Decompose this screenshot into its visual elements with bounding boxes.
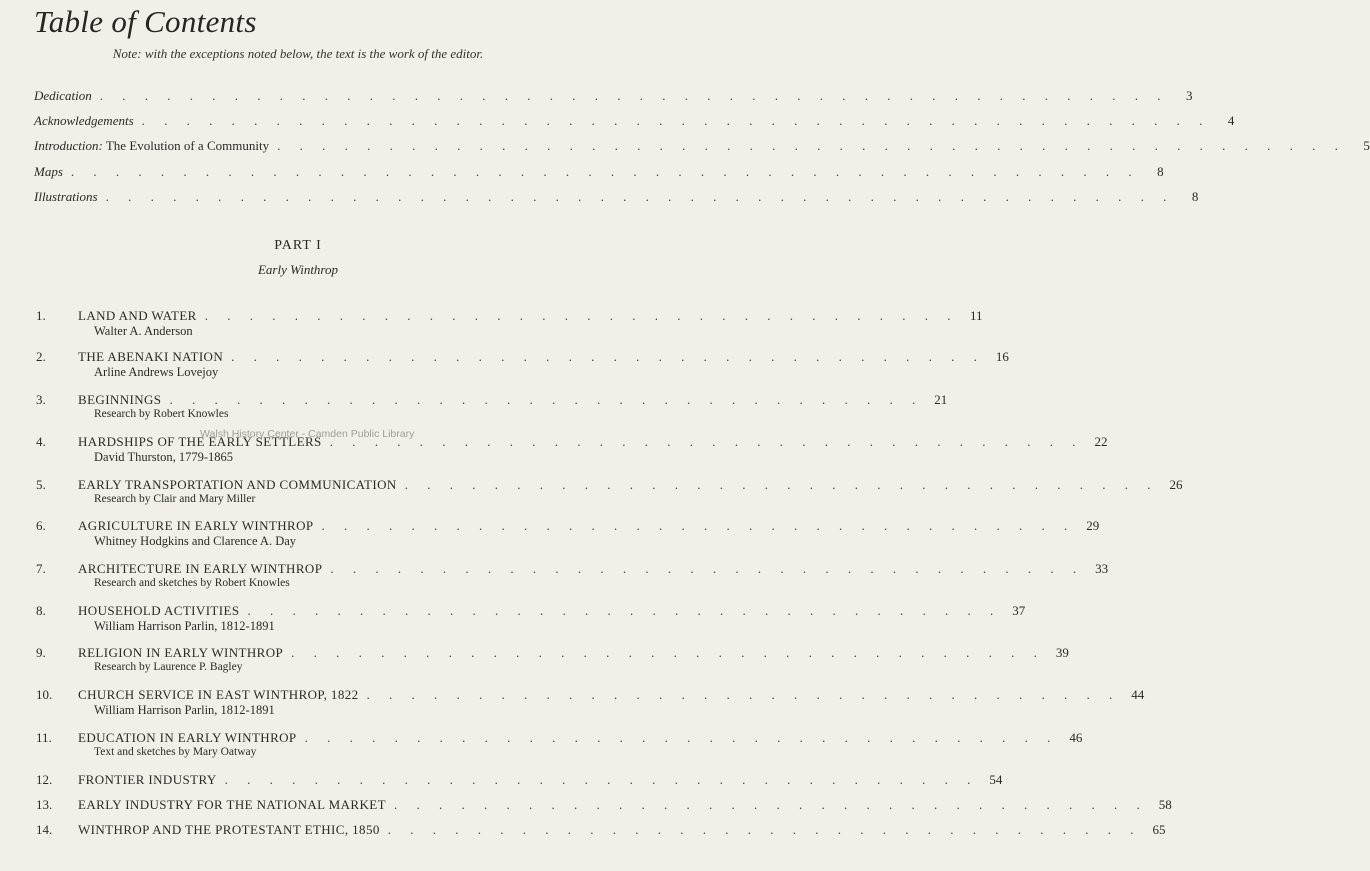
chapter-number: 8. (36, 603, 46, 618)
chapter-number: 10. (36, 687, 53, 702)
dot-leader: . . . . . . . . . . . . . . . . . . . . . . . . . . . . . . . . . . (393, 797, 1148, 812)
chapter-title: CHURCH SERVICE IN EAST WINTHROP, 1822 (78, 687, 359, 702)
dot-leader: . . . . . . . . . . . . . . . . . . . . . . . . . . . . . . . . . . (224, 772, 979, 787)
chapter-title: RELIGION IN EARLY WINTHROP (78, 645, 284, 660)
chapter-page: 65 (1152, 822, 1166, 837)
dot-leader: . . . . . . . . . . . . . . . . . . . . . . . . . . . . . . . . . . (330, 561, 1085, 576)
part-heading: PART I (274, 238, 322, 253)
dot-leader: . . . . . . . . . . . . . . . . . . . . . . . . . . . . . . . . . . (291, 645, 1045, 660)
chapter-title: ARCHITECTURE IN EARLY WINTHROP (78, 561, 323, 576)
chapter-title: EARLY TRANSPORTATION AND COMMUNICATION (78, 477, 397, 492)
chapter-page: 37 (1012, 603, 1026, 618)
toc-row-introduction[interactable]: Introduction: The Evolution of a Community . . . . . . . . . . . . . . . . . . . . . . . . . . . . . . . . . . . . . . . . . . . . . . . . 5 (34, 138, 1370, 153)
chapter-author: Text and sketches by Mary Oatway (94, 746, 257, 758)
dot-leader: . . . . . . . . . . . . . . . . . . . . . . . . . . . . . . . . . . (204, 308, 959, 323)
chapter-title: EARLY INDUSTRY FOR THE NATIONAL MARKET (78, 797, 386, 812)
chapter-page: 16 (995, 349, 1009, 364)
dot-leader: . . . . . . . . . . . . . . . . . . . . . . . . . . . . . . . . . . (169, 392, 924, 407)
library-watermark: Walsh History Center - Camden Public Library (200, 428, 415, 440)
chapter-number: 14. (36, 822, 53, 837)
part-subtitle: Early Winthrop (257, 262, 339, 277)
chapter-title: HARDSHIPS OF THE EARLY SETTLERS (78, 434, 322, 449)
toc-row-label: Illustrations (34, 189, 98, 204)
chapter-page: 54 (989, 772, 1003, 787)
chapter-number: 6. (36, 518, 46, 533)
chapter-author: Walter A. Anderson (94, 324, 193, 338)
chapter-page: 11 (969, 308, 983, 323)
toc-row-label: Introduction: (34, 138, 103, 153)
dot-leader: . . . . . . . . . . . . . . . . . . . . . . . . . . . . . . . . . . (321, 518, 1076, 533)
chapter-page: 46 (1069, 730, 1083, 745)
dot-leader: . . . . . . . . . . . . . . . . . . . . . . . . . . . . . . . . . . . . . . . . . . . . . . . . (277, 138, 1346, 153)
toc-row-dedication[interactable] (34, 88, 1193, 106)
chapter-author: William Harrison Parlin, 1812-1891 (94, 619, 275, 633)
chapter-number: 5. (36, 477, 46, 492)
toc-row-label: Acknowledgements (34, 113, 134, 128)
toc-row-acknowledgements[interactable] (34, 113, 1235, 131)
chapter-author: Research by Robert Knowles (94, 408, 229, 420)
chapter-title: WINTHROP AND THE PROTESTANT ETHIC, 1850 (78, 822, 380, 837)
dot-leader: . . . . . . . . . . . . . . . . . . . . . . . . . . . . . . . . . . . . . . . . . . . . . . . . (105, 189, 1175, 204)
toc-row-page: 4 (1227, 113, 1235, 128)
editor-note: Note: with the exceptions noted below, the text is the work of the editor. (112, 46, 484, 61)
dot-leader: . . . . . . . . . . . . . . . . . . . . . . . . . . . . . . . . . . (366, 687, 1121, 702)
chapter-number: 9. (36, 645, 46, 660)
chapter-page: 29 (1086, 518, 1100, 533)
chapter-title: LAND AND WATER (78, 308, 197, 323)
chapter-page: 44 (1131, 687, 1145, 702)
toc-row-page: 3 (1186, 88, 1193, 103)
chapter-page: 26 (1169, 477, 1183, 492)
chapter-title: BEGINNINGS (78, 392, 162, 407)
dot-leader: . . . . . . . . . . . . . . . . . . . . . . . . . . . . . . . . . . (404, 477, 1159, 492)
chapter-title: EDUCATION IN EARLY WINTHROP (78, 730, 297, 745)
chapter-page: 21 (934, 392, 948, 407)
chapter-title: HOUSEHOLD ACTIVITIES (78, 603, 240, 618)
chapter-number: 4. (36, 434, 46, 449)
chapter-number: 11. (36, 730, 52, 745)
dot-leader: . . . . . . . . . . . . . . . . . . . . . . . . . . . . . . . . . . (387, 822, 1142, 837)
chapter-number: 2. (36, 349, 46, 364)
toc-row-page: 5 (1363, 138, 1370, 153)
chapter-page: 39 (1055, 645, 1069, 660)
chapter-author: Research by Clair and Mary Miller (94, 493, 256, 505)
chapter-number: 3. (36, 392, 46, 407)
chapter-title: FRONTIER INDUSTRY (78, 772, 217, 787)
dot-leader: . . . . . . . . . . . . . . . . . . . . . . . . . . . . . . . . . . . . . . . . . . . . . . . . (141, 113, 1211, 128)
chapter-author: Whitney Hodgkins and Clarence A. Day (94, 534, 297, 548)
page-title: Table of Contents (34, 4, 257, 39)
chapter-author: William Harrison Parlin, 1812-1891 (94, 703, 275, 717)
chapter-page: 58 (1158, 797, 1172, 812)
chapter-author: Research by Laurence P. Bagley (94, 661, 243, 673)
chapter-number: 7. (36, 561, 46, 576)
chapter-number: 1. (36, 308, 46, 323)
dot-leader: . . . . . . . . . . . . . . . . . . . . . . . . . . . . . . . . . . (231, 349, 985, 364)
toc-row-maps[interactable] (34, 164, 1164, 182)
chapter-page: 22 (1094, 434, 1108, 449)
chapter-author: Research and sketches by Robert Knowles (94, 577, 290, 589)
chapter-number: 13. (36, 797, 53, 812)
dot-leader: . . . . . . . . . . . . . . . . . . . . . . . . . . . . . . . . . . (247, 603, 1002, 618)
chapter-author: Arline Andrews Lovejoy (94, 365, 219, 379)
toc-row-page: 8 (1191, 189, 1199, 204)
toc-row-label: Maps (34, 164, 63, 179)
chapter-number: 12. (36, 772, 53, 787)
dot-leader: . . . . . . . . . . . . . . . . . . . . . . . . . . . . . . . . . . . . . . . . . . . . . . . . (99, 88, 1169, 103)
chapter-title: AGRICULTURE IN EARLY WINTHROP (78, 518, 314, 533)
dot-leader: . . . . . . . . . . . . . . . . . . . . . . . . . . . . . . . . . . . . . . . . . . . . . . . . (70, 164, 1140, 179)
toc-row-label: Dedication (34, 88, 92, 103)
dot-leader: . . . . . . . . . . . . . . . . . . . . . . . . . . . . . . . . . . (329, 434, 1084, 449)
chapter-page: 33 (1095, 561, 1109, 576)
toc-row-page: 8 (1157, 164, 1164, 179)
chapter-title: THE ABENAKI NATION (78, 349, 224, 364)
toc-row-illustrations[interactable] (34, 189, 1199, 207)
dot-leader: . . . . . . . . . . . . . . . . . . . . . . . . . . . . . . . . . . (304, 730, 1059, 745)
chapter-author: David Thurston, 1779-1865 (94, 450, 233, 464)
